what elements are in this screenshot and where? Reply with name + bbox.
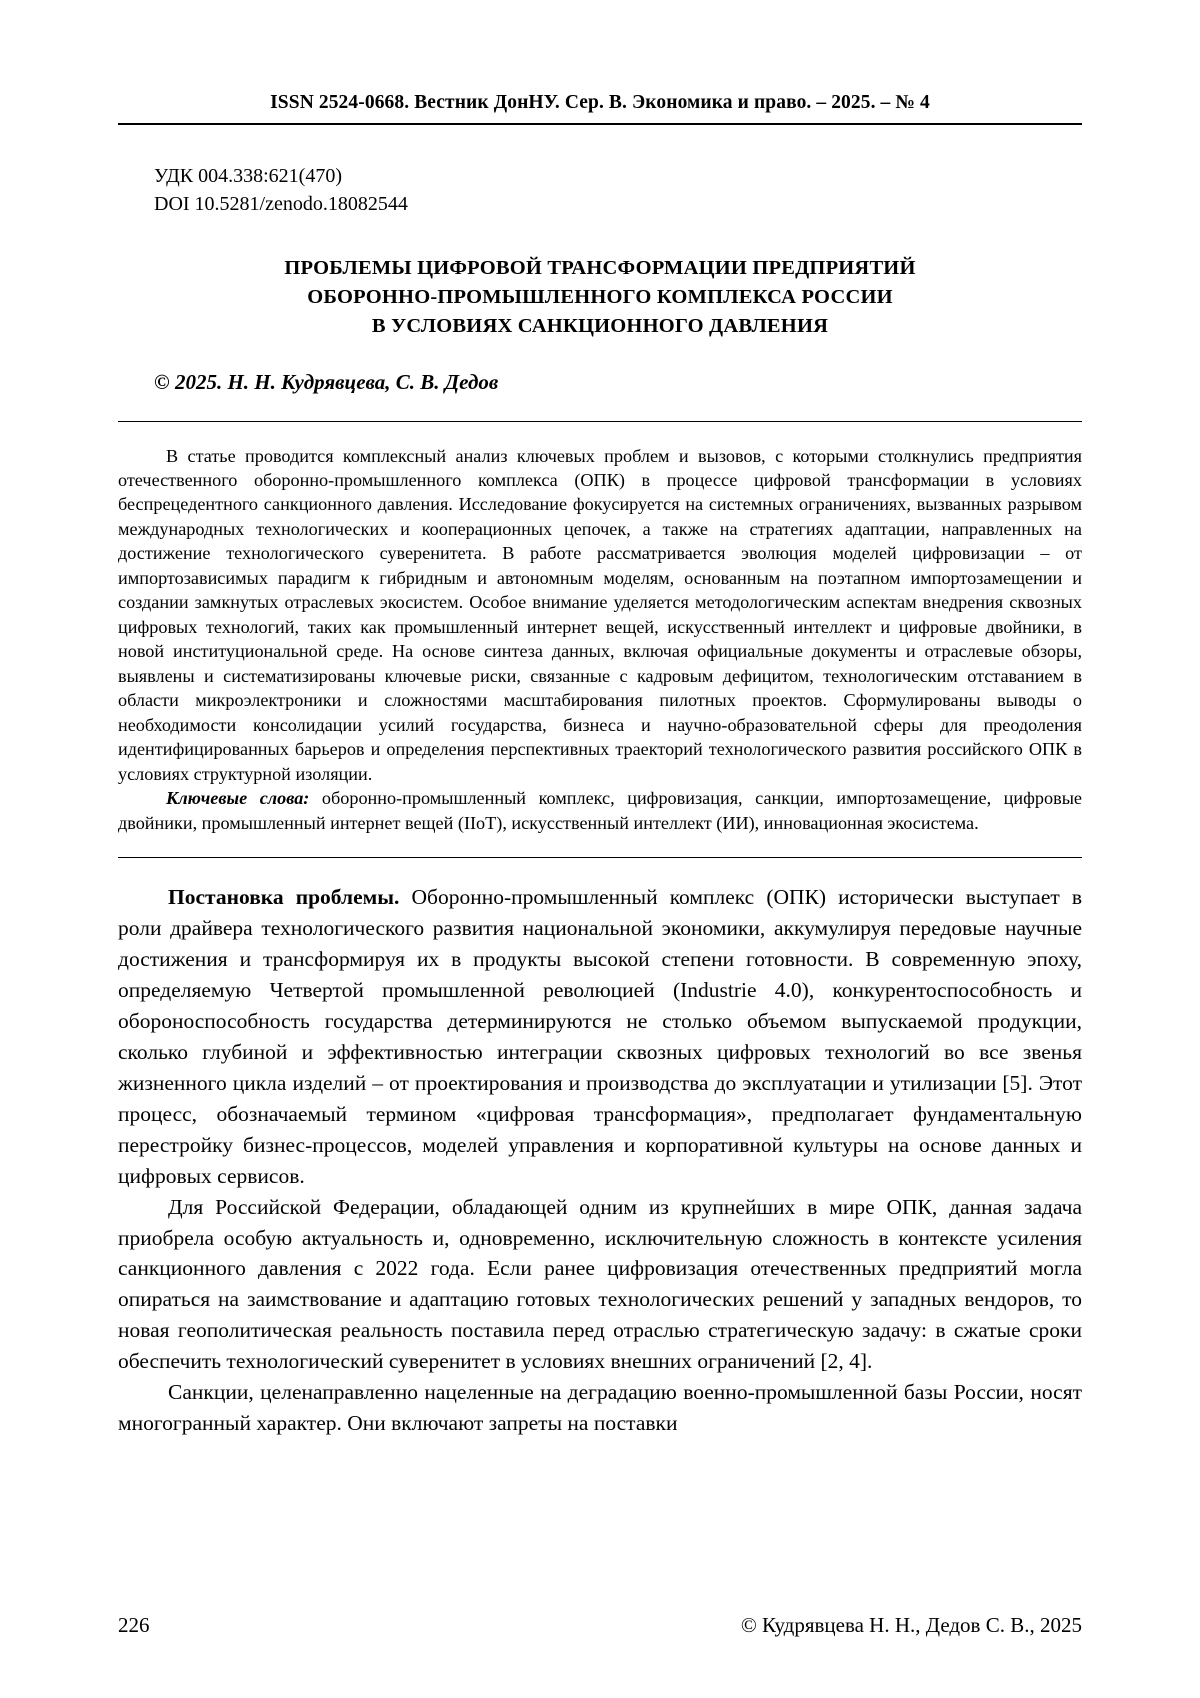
abstract-text: В статье проводится комплексный анализ ключевых проблем и вызовов, с которыми столкнулись предприятия отечественного оборонно-промышленного комплекса (ОПК) в процессе цифровой трансформации в условиях беспрецедентного санкционного давления. Исследование фокусируется на системных ограничениях, вызванных разрывом международных технологических и кооперационных цепочек, а также на стратегиях адаптации, направленных на достижение технологического суверенитета. В работе рассматривается эволюция моделей цифровизации – от импортозависимых парадигм к гибридным и автономным моделям, основанным на поэтапном импортозамещении и создании замкнутых отраслевых экосистем. Особое внимание уделяется методологическим аспектам внедрения сквозных цифровых технологий, таких как промышленный интернет вещей, искусственный интеллект и цифровые двойники, в новой институциональной среде. На основе синтеза данных, включая официальные документы и отраслевые обзоры, выявлены и систематизированы ключевые риски, связанные с кадровым дефицитом, технологическим отставанием в области микроэлектроники и сложностями масштабирования пилотных проектов. Сформулированы выводы о необходимости консолидации усилий государства, бизнеса и научно-образовательной сферы для преодоления идентифицированных барьеров и определения перспективных траекторий технологического развития российского ОПК в условиях структурной изоляции. — [118, 445, 1082, 784]
keywords-line — [118, 786, 1082, 835]
running-head: ISSN 2524-0668. Вестник ДонНУ. Сер. В. Экономика и право. – 2025. – № 4 — [118, 92, 1082, 125]
article-body — [118, 882, 1082, 1439]
article-authors: © 2025. Н. Н. Кудрявцева, С. В. Дедов — [154, 369, 499, 394]
problem-statement-heading: Постановка проблемы. — [168, 885, 400, 910]
doi-code: DOI 10.5281/zenodo.18082544 — [154, 192, 408, 215]
abstract-block — [118, 444, 1082, 836]
body-paragraph-2: Для Российской Федерации, обладающей одним из крупнейших в мире ОПК, данная задача приобрела особую актуальность и, одновременно, исключительную сложность в контексте усиления санкционного давления с 2022 года. Если ранее цифровизация отечественных предприятий могла опираться на заимствование и адаптацию готовых технологических решений у западных вендоров, то новая геополитическая реальность поставила перед отраслью стратегическую задачу: в сжатые сроки обеспечить технологический суверенитет в условиях внешних ограничений [2, 4]. — [118, 1194, 1082, 1374]
body-paragraph-3: Санкции, целенаправленно нацеленные на деградацию военно-промышленной базы России, носят многогранный характер. Они включают запреты на поставки — [118, 1380, 1082, 1436]
title-line-1: ПРОБЛЕМЫ ЦИФРОВОЙ ТРАНСФОРМАЦИИ ПРЕДПРИЯТИЙ — [284, 257, 916, 280]
footer-copyright: © Кудрявцева Н. Н., Дедов С. В., 2025 — [740, 1613, 1082, 1637]
divider-below-abstract — [118, 857, 1082, 858]
title-line-3: В УСЛОВИЯХ САНКЦИОННОГО ДАВЛЕНИЯ — [371, 315, 829, 338]
article-title — [118, 254, 1082, 341]
udk-doi-block — [154, 163, 1082, 218]
page-footer — [118, 1613, 1082, 1638]
page-number: 226 — [118, 1613, 150, 1637]
body-paragraph-1-text: Оборонно-промышленный комплекс (ОПК) исторически выступает в роли драйвера технологического развития национальной экономики, аккумулируя передовые научные достижения и трансформируя их в продукты высокой степени готовности. В современную эпоху, определяемую Четвертой промышленной революцией (Industrie 4.0), конкурентоспособность и обороноспособность государства детерминируются не столько объемом выпускаемой продукции, сколько глубиной и эффективностью интеграции сквозных цифровых технологий во все звенья жизненного цикла изделий – от проектирования и производства до эксплуатации и утилизации [5]. Этот процесс, обозначаемый термином «цифровая трансформация», предполагает фундаментальную перестройку бизнес-процессов, моделей управления и корпоративной культуры на основе данных и цифровых сервисов. — [118, 885, 1082, 1188]
body-paragraph-1 — [118, 882, 1082, 1192]
divider-above-abstract — [118, 421, 1082, 422]
title-line-2: ОБОРОННО-ПРОМЫШЛЕННОГО КОМПЛЕКСА РОССИИ — [307, 286, 893, 309]
keywords-text: оборонно-промышленный комплекс, цифровизация, санкции, импортозамещение, цифровые двойники, промышленный интернет вещей (IIoT), искусственный интеллект (ИИ), инновационная экосистема. — [118, 788, 1083, 833]
udk-code: УДК 004.338:621(470) — [154, 165, 342, 187]
keywords-label: Ключевые слова: — [166, 788, 310, 809]
